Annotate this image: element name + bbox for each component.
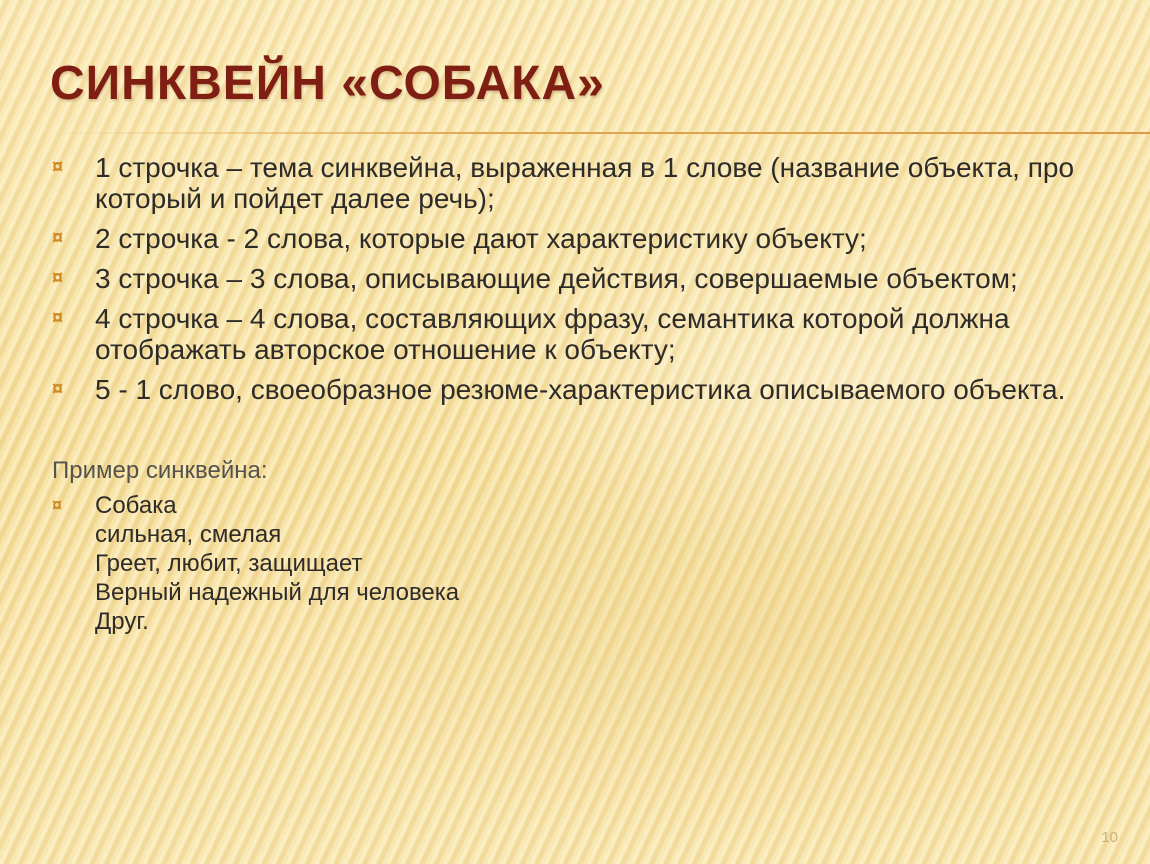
- example-line: сильная, смелая: [95, 521, 282, 548]
- bullet-icon: ¤: [52, 227, 64, 249]
- bullet-icon: ¤: [52, 378, 64, 400]
- slide-content: [52, 152, 1112, 636]
- example-line: Верный надежный для человека: [95, 579, 460, 606]
- list-item-text: 3 строчка – 3 слова, описывающие действия, совершаемые объектом;: [95, 263, 1018, 294]
- bullet-icon: ¤: [52, 495, 63, 515]
- bullet-icon: ¤: [52, 267, 64, 289]
- list-item: [52, 263, 1112, 294]
- list-item-text: 5 - 1 слово, своеобразное резюме-характеристика описываемого объекта.: [95, 374, 1066, 405]
- list-item-text: 4 строчка – 4 слова, составляющих фразу, семантика которой должна отображать авторское отношение к объекту;: [95, 303, 1010, 365]
- list-item: [52, 152, 1112, 214]
- list-item: [52, 223, 1112, 254]
- title-divider: [50, 132, 1150, 134]
- slide-title: СИНКВЕЙН «СОБАКА»: [50, 57, 605, 110]
- bullet-icon: ¤: [52, 307, 64, 329]
- list-item-text: 2 строчка - 2 слова, которые дают характеристику объекту;: [95, 223, 867, 254]
- rules-list: [52, 152, 1112, 405]
- page-number: 10: [1101, 829, 1118, 846]
- example-line: Собака: [95, 492, 177, 519]
- list-item: [52, 374, 1112, 405]
- example-line: Друг.: [95, 608, 149, 635]
- example-label: Пример синквейна:: [52, 457, 268, 484]
- example-list: [52, 491, 1112, 636]
- example-line: Греет, любит, защищает: [95, 550, 363, 577]
- example-item: [52, 491, 1112, 636]
- bullet-icon: ¤: [52, 156, 64, 178]
- list-item: [52, 303, 1112, 365]
- list-item-text: 1 строчка – тема синквейна, выраженная в 1 слове (название объекта, про который и пойдет далее речь);: [95, 152, 1075, 214]
